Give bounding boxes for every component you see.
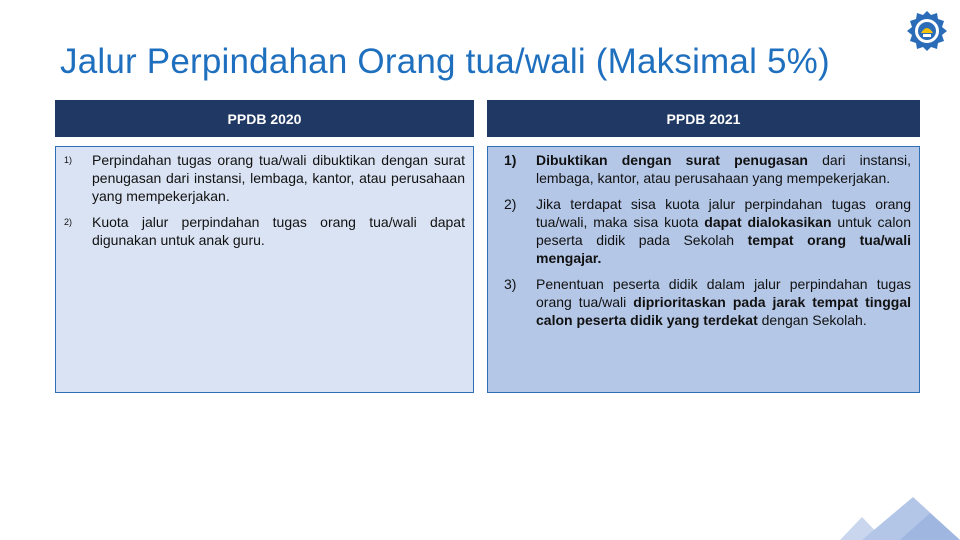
ppdb-2021-column [487, 100, 920, 393]
ppdb-2021-header: PPDB 2021 [487, 100, 920, 137]
list-item [62, 213, 465, 249]
list-item-text [536, 275, 911, 329]
text-segment: Penentuan peserta didik dalam jalur perpindahan tugas orang tua/wali [536, 276, 911, 310]
list-item-text [536, 195, 911, 267]
emphasis-text: diprioritaskan pada jarak tempat tinggal calon peserta didik yang terdekat [536, 294, 911, 328]
ppdb-2021-body [487, 146, 920, 393]
ppdb-2021-list [494, 151, 911, 329]
text-segment: Kuota jalur perpindahan tugas orang tua/wali dapat digunakan untuk anak guru. [92, 214, 465, 248]
ppdb-2020-list [62, 151, 465, 249]
tut-wuri-handayani-logo-icon [906, 10, 948, 52]
list-item-text [536, 151, 911, 187]
ppdb-2020-column [55, 100, 474, 393]
list-item-number: 3) [504, 276, 517, 292]
text-segment: dengan Sekolah. [757, 312, 867, 328]
text-segment: untuk calon peserta didik pada Sekolah [536, 214, 912, 248]
list-item [494, 195, 911, 267]
list-item-text [92, 213, 465, 249]
list-item-number: 1) [64, 155, 73, 165]
emphasis-text: tempat orang tua/wali mengajar. [536, 232, 911, 266]
emphasis-text: dapat dialokasikan [704, 214, 832, 230]
list-item [494, 151, 911, 187]
list-item [494, 275, 911, 329]
ppdb-2020-header: PPDB 2020 [55, 100, 474, 137]
list-item [62, 151, 465, 205]
slide-title: Jalur Perpindahan Orang tua/wali (Maksimal 5%) [60, 42, 830, 81]
text-segment: dari instansi, lembaga, kantor, atau perusahaan yang mempekerjakan. [536, 152, 911, 186]
emphasis-text: Dibuktikan dengan surat penugasan [536, 152, 808, 168]
list-item-text [92, 151, 465, 205]
list-item-number: 1) [504, 152, 517, 168]
text-segment: Jika terdapat sisa kuota jalur perpindahan tugas orang tua/wali, maka sisa kuota [536, 196, 911, 230]
ppdb-2020-body [55, 146, 474, 393]
list-item-number: 2) [64, 217, 73, 227]
text-segment: Perpindahan tugas orang tua/wali dibuktikan dengan surat penugasan dari instansi, lembaga, kantor, atau perusahaan yang mempekerjakan. [92, 152, 465, 204]
corner-triangles-decoration [840, 495, 960, 540]
list-item-number: 2) [504, 196, 517, 212]
